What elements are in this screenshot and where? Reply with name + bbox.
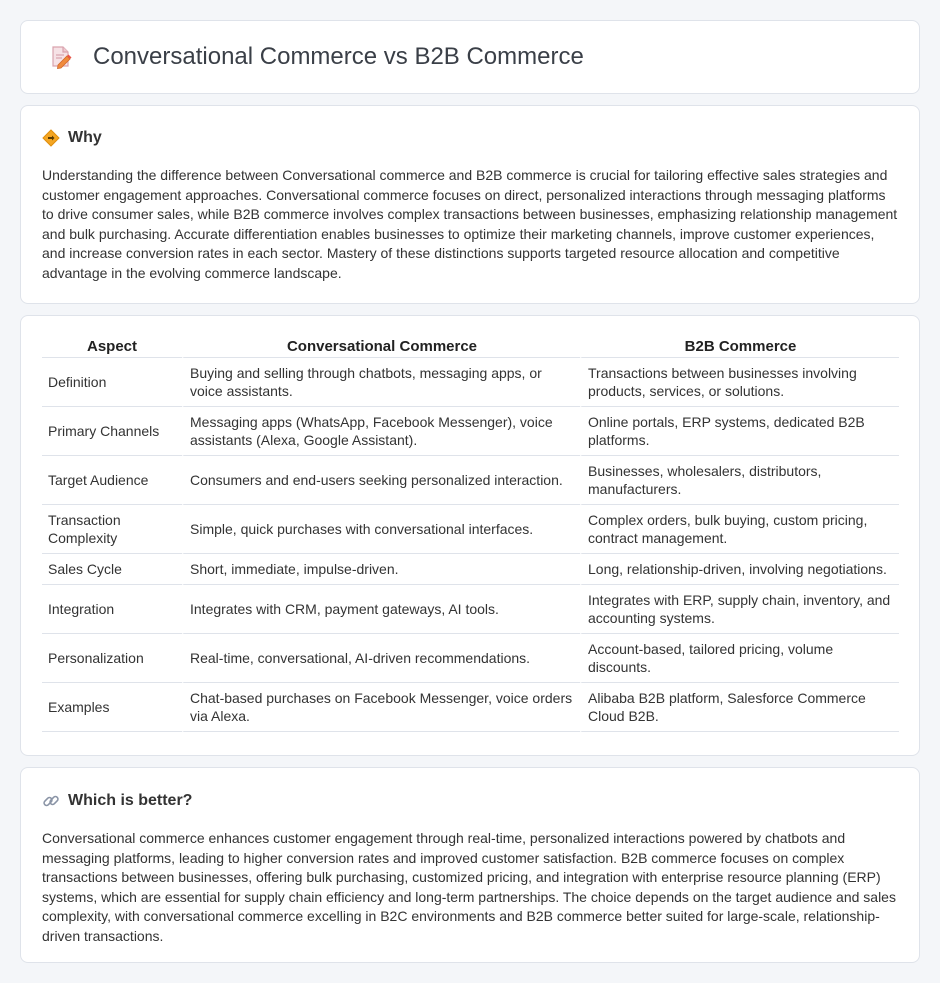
row-b2b: Long, relationship-driven, involving negotiations.: [580, 554, 899, 585]
table-header-row: [42, 336, 899, 358]
better-title: Which is better?: [68, 792, 193, 809]
link-icon: [42, 792, 60, 810]
header-card: [20, 20, 920, 94]
table-row: [42, 683, 899, 732]
table-row: [42, 456, 899, 505]
row-b2b: Account-based, tailored pricing, volume discounts.: [580, 634, 899, 683]
page-title: Conversational Commerce vs B2B Commerce: [93, 43, 584, 70]
why-title: Why: [68, 129, 102, 146]
row-b2b: Integrates with ERP, supply chain, inventory, and accounting systems.: [580, 585, 899, 634]
header-b2b: B2B Commerce: [580, 336, 899, 358]
table-row: [42, 634, 899, 683]
row-conversational: Chat-based purchases on Facebook Messenger, voice orders via Alexa.: [182, 683, 580, 732]
row-aspect: Examples: [42, 683, 182, 732]
row-aspect: Integration: [42, 585, 182, 634]
comparison-section: [20, 315, 920, 756]
row-conversational: Consumers and end-users seeking personalized interaction.: [182, 456, 580, 505]
row-aspect: Personalization: [42, 634, 182, 683]
row-b2b: Transactions between businesses involving products, services, or solutions.: [580, 358, 899, 407]
which-is-better-section: [20, 767, 920, 963]
row-aspect: Definition: [42, 358, 182, 407]
table-row: [42, 554, 899, 585]
row-b2b: Online portals, ERP systems, dedicated B2B platforms.: [580, 407, 899, 456]
better-heading: [42, 791, 899, 811]
table-row: [42, 407, 899, 456]
row-conversational: Real-time, conversational, AI-driven recommendations.: [182, 634, 580, 683]
row-b2b: Businesses, wholesalers, distributors, manufacturers.: [580, 456, 899, 505]
header-aspect: Aspect: [42, 336, 182, 358]
row-aspect: Sales Cycle: [42, 554, 182, 585]
comparison-table: [42, 336, 899, 732]
better-text: Conversational commerce enhances customer engagement through real-time, personalized interactions powered by chatbots and messaging platforms, leading to higher conversion rates and improved customer satisfaction. B2B commerce focuses on complex transactions between businesses, offering bulk purchasing, customized pricing, and integration with enterprise resource planning (ERP) systems, which are essential for supply chain efficiency and long-term partnerships. The choice depends on the target audience and sales complexity, with conversational commerce excelling in B2C environments and B2B commerce better suited for large-scale, relationship-driven transactions.: [42, 830, 896, 944]
document-pencil-icon: [47, 44, 73, 70]
why-section: [20, 105, 920, 304]
row-aspect: Transaction Complexity: [42, 505, 182, 554]
row-aspect: Target Audience: [42, 456, 182, 505]
header-conversational: Conversational Commerce: [182, 336, 580, 358]
row-conversational: Simple, quick purchases with conversational interfaces.: [182, 505, 580, 554]
table-row: [42, 585, 899, 634]
row-aspect: Primary Channels: [42, 407, 182, 456]
row-b2b: Alibaba B2B platform, Salesforce Commerce Cloud B2B.: [580, 683, 899, 732]
table-row: [42, 358, 899, 407]
why-heading: [42, 128, 899, 148]
row-conversational: Short, immediate, impulse-driven.: [182, 554, 580, 585]
row-b2b: Complex orders, bulk buying, custom pricing, contract management.: [580, 505, 899, 554]
row-conversational: Buying and selling through chatbots, messaging apps, or voice assistants.: [182, 358, 580, 407]
row-conversational: Messaging apps (WhatsApp, Facebook Messenger), voice assistants (Alexa, Google Assistant).: [182, 407, 580, 456]
why-text: Understanding the difference between Conversational commerce and B2B commerce is crucial for tailoring effective sales strategies and customer engagement approaches. Conversational commerce focuses on direct, personalized interactions through messaging platforms to drive consumer sales, while B2B commerce involves complex transactions between businesses, emphasizing relationship management and bulk purchasing. Accurate differentiation enables businesses to optimize their marketing channels, improve customer experiences, and increase conversion rates in each sector. Mastery of these distinctions supports targeted resource allocation and competitive advantage in the evolving commerce landscape.: [42, 167, 898, 281]
table-row: [42, 505, 899, 554]
row-conversational: Integrates with CRM, payment gateways, AI tools.: [182, 585, 580, 634]
diamond-arrow-icon: [42, 129, 60, 147]
